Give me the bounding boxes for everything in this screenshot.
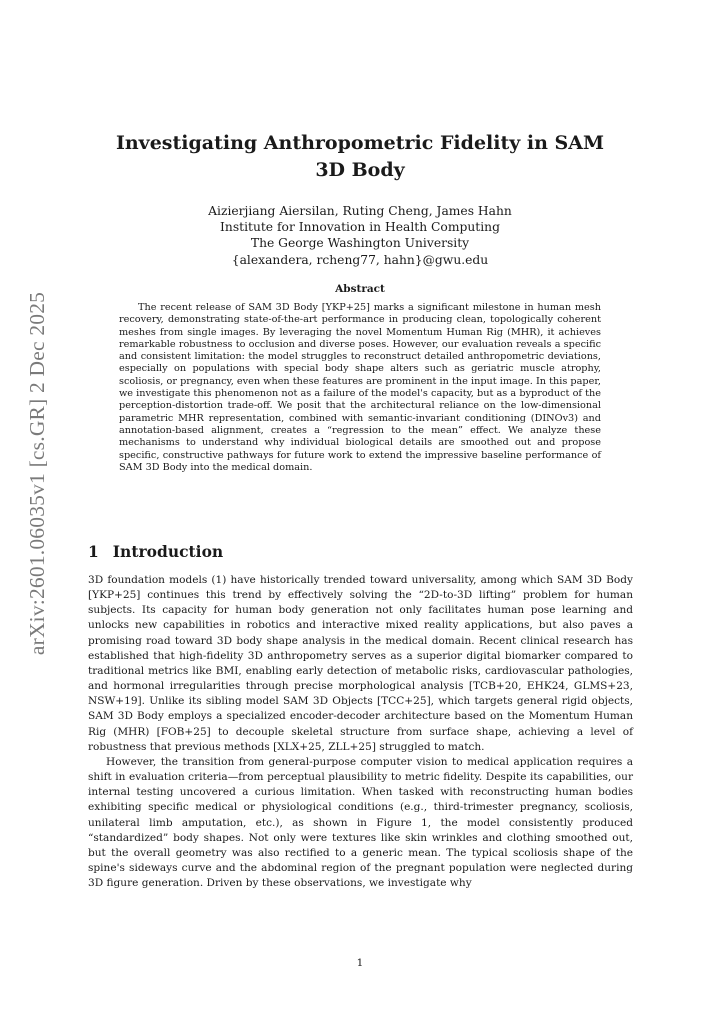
- affiliation-institute: Institute for Innovation in Health Computing: [220, 220, 500, 235]
- page-number: 1: [356, 957, 364, 969]
- author-names: Aizierjiang Aiersilan, Ruting Cheng, James Hahn: [208, 204, 512, 218]
- author-emails: {alexandera, rcheng77, hahn}@gwu.edu: [231, 252, 489, 267]
- arxiv-side-stamp: [21, 283, 55, 663]
- abstract-text: The recent release of SAM 3D Body [YKP+25] marks a significant milestone in human mesh recovery, demonstrating state-of-the-art performance in producing clean, topologically coherent meshes from single images. By leveraging the novel Momentum Human Rig (MHR), it achieves remarkable robustness to occlusion and diverse poses. However, our evaluation reveals a specific and consistent limitation: the model struggles to reconstruct detailed anthropometric deviations, especially on populations with special body shape alters such as geriatric muscle atrophy, scoliosis, or pregnancy, even when these features are prominent in the input image. In this paper, we investigate this phenomenon not as a failure of the model's capacity, but as a byproduct of the perception-distortion trade-off. We posit that the architectural reliance on the low-dimensional parametric MHR representation, combined with semantic-invariant conditioning (DINOv3) and annotation-based alignment, creates a “regression to the mean” effect. We analyze these mechanisms to understand why individual biological details are smoothed out and propose specific, constructive pathways for future work to extend the impressive baseline performance of SAM 3D Body into the medical domain.: [119, 302, 601, 473]
- section-heading: [88, 542, 223, 561]
- section-number: 1: [88, 542, 99, 561]
- intro-paragraph-2: However, the transition from general-purpose computer vision to medical application requires a shift in evaluation criteria—from perceptual plausibility to metric fidelity. Despite its capabilities, our internal testing uncovered a curious limitation. When tasked with reconstructing human bodies exhibiting specific medical or physiological conditions (e.g., third-trimester pregnancy, scoliosis, unilateral limb amputation, etc.), as shown in Figure 1, the model consistently produced “standardized” body shapes. Not only were textures like skin wrinkles and clothing smoothed out, but the overall geometry was also rectified to a generic mean. The typical scoliosis shape of the spine's sideways curve and the abdominal region of the pregnant population were neglected during 3D figure generation. Driven by these observations, we investigate why: [88, 755, 633, 890]
- arxiv-identifier: arXiv:2601.06035v1 [cs.GR] 2 Dec 2025: [25, 291, 50, 655]
- intro-paragraph-1: 3D foundation models (1) have historically trended toward universality, among which SAM 3D Body [YKP+25] continues this trend by effectively solving the “2D-to-3D lifting” problem for human subjects. Its capacity for human body generation not only facilitates human pose learning and unlocks new capabilities in robotics and interactive mixed reality applications, but also paves a promising road toward 3D body shape analysis in the medical domain. Recent clinical research has established that high-fidelity 3D anthropometry serves as a superior digital biomarker compared to traditional metrics like BMI, enabling early detection of metabolic risks, cardiovascular pathologies, and hormonal irregularities through precise morphological analysis [TCB+20, EHK24, GLMS+23, NSW+19]. Unlike its sibling model SAM 3D Objects [TCC+25], which targets general rigid objects, SAM 3D Body employs a specialized encoder-decoder architecture based on the Momentum Human Rig (MHR) [FOB+25] to decouple skeletal structure from surface shape, achieving a level of robustness that previous methods [XLX+25, ZLL+25] struggled to match.: [88, 574, 633, 753]
- abstract-heading: Abstract: [335, 283, 385, 295]
- affiliation-university: The George Washington University: [250, 236, 470, 251]
- introduction-body: [88, 573, 633, 891]
- section-title: Introduction: [112, 542, 224, 561]
- paper-title: Investigating Anthropometric Fidelity in SAM 3D Body: [115, 132, 605, 181]
- author-block: [160, 203, 560, 268]
